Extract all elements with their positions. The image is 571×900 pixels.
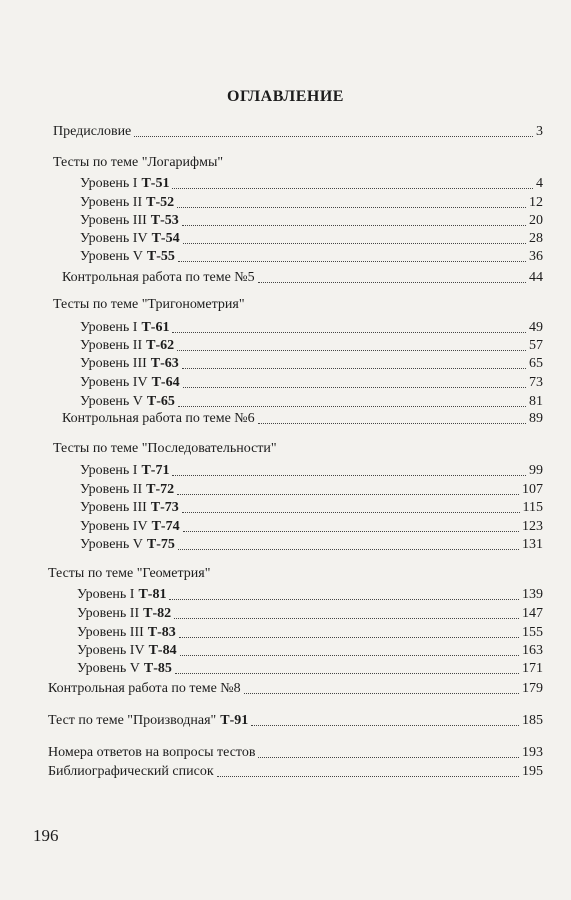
dot-leader	[258, 282, 526, 283]
entry-code: Т-53	[150, 213, 179, 228]
entry-label: Номера ответов на вопросы тестов	[48, 745, 256, 760]
toc-entry-bibliography[interactable]	[48, 764, 543, 780]
entry-label: Библиографический список	[48, 764, 214, 779]
entry-code: Т-63	[150, 356, 179, 371]
toc-entry-level[interactable]	[77, 643, 543, 659]
entry-label: Уровень IV	[80, 375, 148, 390]
toc-entry-level[interactable]	[77, 625, 543, 641]
toc-entry-level[interactable]	[77, 587, 543, 603]
entry-label: Уровень V	[80, 249, 143, 264]
entry-code: Т-73	[150, 500, 179, 515]
entry-label: Уровень III	[77, 625, 144, 640]
entry-page: 171	[522, 661, 543, 676]
entry-page: 185	[522, 713, 543, 728]
entry-label: Тест по теме "Производная"	[48, 713, 217, 728]
entry-label: Уровень V	[80, 394, 143, 409]
entry-code: Т-55	[146, 249, 175, 264]
section-heading: Тесты по теме "Тригонометрия"	[53, 297, 245, 312]
entry-page: 163	[522, 643, 543, 658]
dot-leader	[178, 406, 526, 407]
entry-code: Т-72	[146, 482, 175, 497]
entry-label: Контрольная работа по теме №6	[62, 411, 255, 426]
toc-entry-level[interactable]	[80, 463, 543, 479]
entry-page: 155	[522, 625, 543, 640]
dot-leader	[244, 693, 519, 694]
entry-page: 195	[522, 764, 543, 779]
entry-label: Уровень III	[80, 500, 147, 515]
toc-entry-level[interactable]	[80, 356, 543, 372]
entry-page: 3	[536, 124, 543, 139]
entry-label: Уровень I	[80, 320, 138, 335]
dot-leader	[182, 225, 526, 226]
toc-entry-level[interactable]	[77, 661, 543, 677]
entry-label: Уровень I	[80, 176, 138, 191]
dot-leader	[172, 475, 526, 476]
entry-page: 44	[529, 270, 543, 285]
section-heading: Тесты по теме "Последовательности"	[53, 441, 277, 456]
dot-leader	[217, 776, 519, 777]
dot-leader	[182, 368, 526, 369]
entry-page: 89	[529, 411, 543, 426]
toc-entry-level[interactable]	[77, 606, 543, 622]
entry-page: 57	[529, 338, 543, 353]
entry-label: Уровень V	[80, 537, 143, 552]
entry-label: Уровень III	[80, 213, 147, 228]
entry-page: 99	[529, 463, 543, 478]
entry-code: Т-74	[151, 519, 180, 534]
entry-page: 147	[522, 606, 543, 621]
entry-label: Уровень II	[77, 606, 140, 621]
entry-page: 73	[529, 375, 543, 390]
entry-code: Т-51	[141, 176, 170, 191]
dot-leader	[177, 207, 526, 208]
entry-page: 4	[536, 176, 543, 191]
toc-entry-level[interactable]	[80, 537, 543, 553]
entry-page: 123	[522, 519, 543, 534]
dot-leader	[169, 599, 519, 600]
entry-code: Т-71	[141, 463, 170, 478]
toc-entry-control-work[interactable]	[62, 270, 543, 286]
entry-label: Контрольная работа по теме №5	[62, 270, 255, 285]
dot-leader	[178, 549, 519, 550]
entry-label: Уровень II	[80, 338, 143, 353]
entry-label: Уровень II	[80, 482, 143, 497]
entry-label: Уровень IV	[77, 643, 145, 658]
entry-label: Уровень IV	[80, 231, 148, 246]
dot-leader	[178, 261, 526, 262]
entry-code: Т-52	[146, 195, 175, 210]
dot-leader	[183, 531, 519, 532]
entry-label: Контрольная работа по теме №8	[48, 681, 241, 696]
section-heading: Тесты по теме "Логарифмы"	[53, 155, 224, 170]
toc-entry-level[interactable]	[80, 500, 543, 516]
entry-page: 107	[522, 482, 543, 497]
entry-page: 193	[522, 745, 543, 760]
toc-entry-level[interactable]	[80, 519, 543, 535]
entry-code: Т-84	[148, 643, 177, 658]
entry-page: 28	[529, 231, 543, 246]
toc-entry-level[interactable]	[80, 394, 543, 410]
entry-code: Т-82	[143, 606, 172, 621]
entry-label: Уровень I	[80, 463, 138, 478]
toc-entry-level[interactable]	[80, 482, 543, 498]
entry-page: 12	[529, 195, 543, 210]
entry-page: 115	[522, 500, 543, 515]
dot-leader	[177, 494, 519, 495]
entry-code: Т-81	[138, 587, 167, 602]
section-heading: Тесты по теме "Геометрия"	[48, 566, 211, 581]
entry-label: Уровень I	[77, 587, 135, 602]
toc-title: ОГЛАВЛЕНИЕ	[227, 88, 344, 105]
entry-page: 20	[529, 213, 543, 228]
entry-label: Предисловие	[53, 124, 132, 139]
dot-leader	[180, 655, 519, 656]
toc-entry-level[interactable]	[80, 176, 543, 192]
toc-entry-level[interactable]	[80, 213, 543, 229]
toc-entry-level[interactable]	[80, 231, 543, 247]
dot-leader	[177, 350, 526, 351]
dot-leader	[175, 673, 519, 674]
dot-leader	[174, 618, 519, 619]
entry-page: 81	[529, 394, 543, 409]
entry-label: Уровень IV	[80, 519, 148, 534]
entry-code: Т-64	[151, 375, 180, 390]
dot-leader	[179, 637, 519, 638]
entry-code: Т-75	[146, 537, 175, 552]
toc-entry-derivative-test[interactable]	[48, 713, 543, 729]
dot-leader	[172, 188, 533, 189]
entry-label: Уровень III	[80, 356, 147, 371]
dot-leader	[134, 136, 533, 137]
entry-code: Т-61	[141, 320, 170, 335]
dot-leader	[258, 423, 526, 424]
dot-leader	[183, 243, 526, 244]
dot-leader	[258, 757, 519, 758]
toc-entry-level[interactable]	[80, 338, 543, 354]
dot-leader	[172, 332, 526, 333]
page-number: 196	[33, 826, 59, 845]
toc-entry-level[interactable]	[80, 249, 543, 265]
entry-page: 131	[522, 537, 543, 552]
entry-label: Уровень V	[77, 661, 140, 676]
toc-entry-answers[interactable]	[48, 745, 543, 761]
entry-code: Т-54	[151, 231, 180, 246]
toc-entry-level[interactable]	[80, 195, 543, 211]
dot-leader	[251, 725, 519, 726]
entry-page: 65	[529, 356, 543, 371]
entry-page: 179	[522, 681, 543, 696]
entry-code: Т-62	[146, 338, 175, 353]
entry-code: Т-91	[220, 713, 249, 728]
entry-label: Уровень II	[80, 195, 143, 210]
entry-page: 49	[529, 320, 543, 335]
entry-code: Т-83	[147, 625, 176, 640]
dot-leader	[182, 512, 520, 513]
toc-entry-control-work[interactable]	[62, 411, 543, 427]
entry-code: Т-65	[146, 394, 175, 409]
entry-code: Т-85	[143, 661, 172, 676]
toc-entry-level[interactable]	[80, 375, 543, 391]
toc-entry-preface[interactable]	[53, 124, 543, 140]
dot-leader	[183, 387, 526, 388]
entry-page: 139	[522, 587, 543, 602]
toc-entry-control-work[interactable]	[48, 681, 543, 697]
toc-entry-level[interactable]	[80, 320, 543, 336]
entry-page: 36	[529, 249, 543, 264]
